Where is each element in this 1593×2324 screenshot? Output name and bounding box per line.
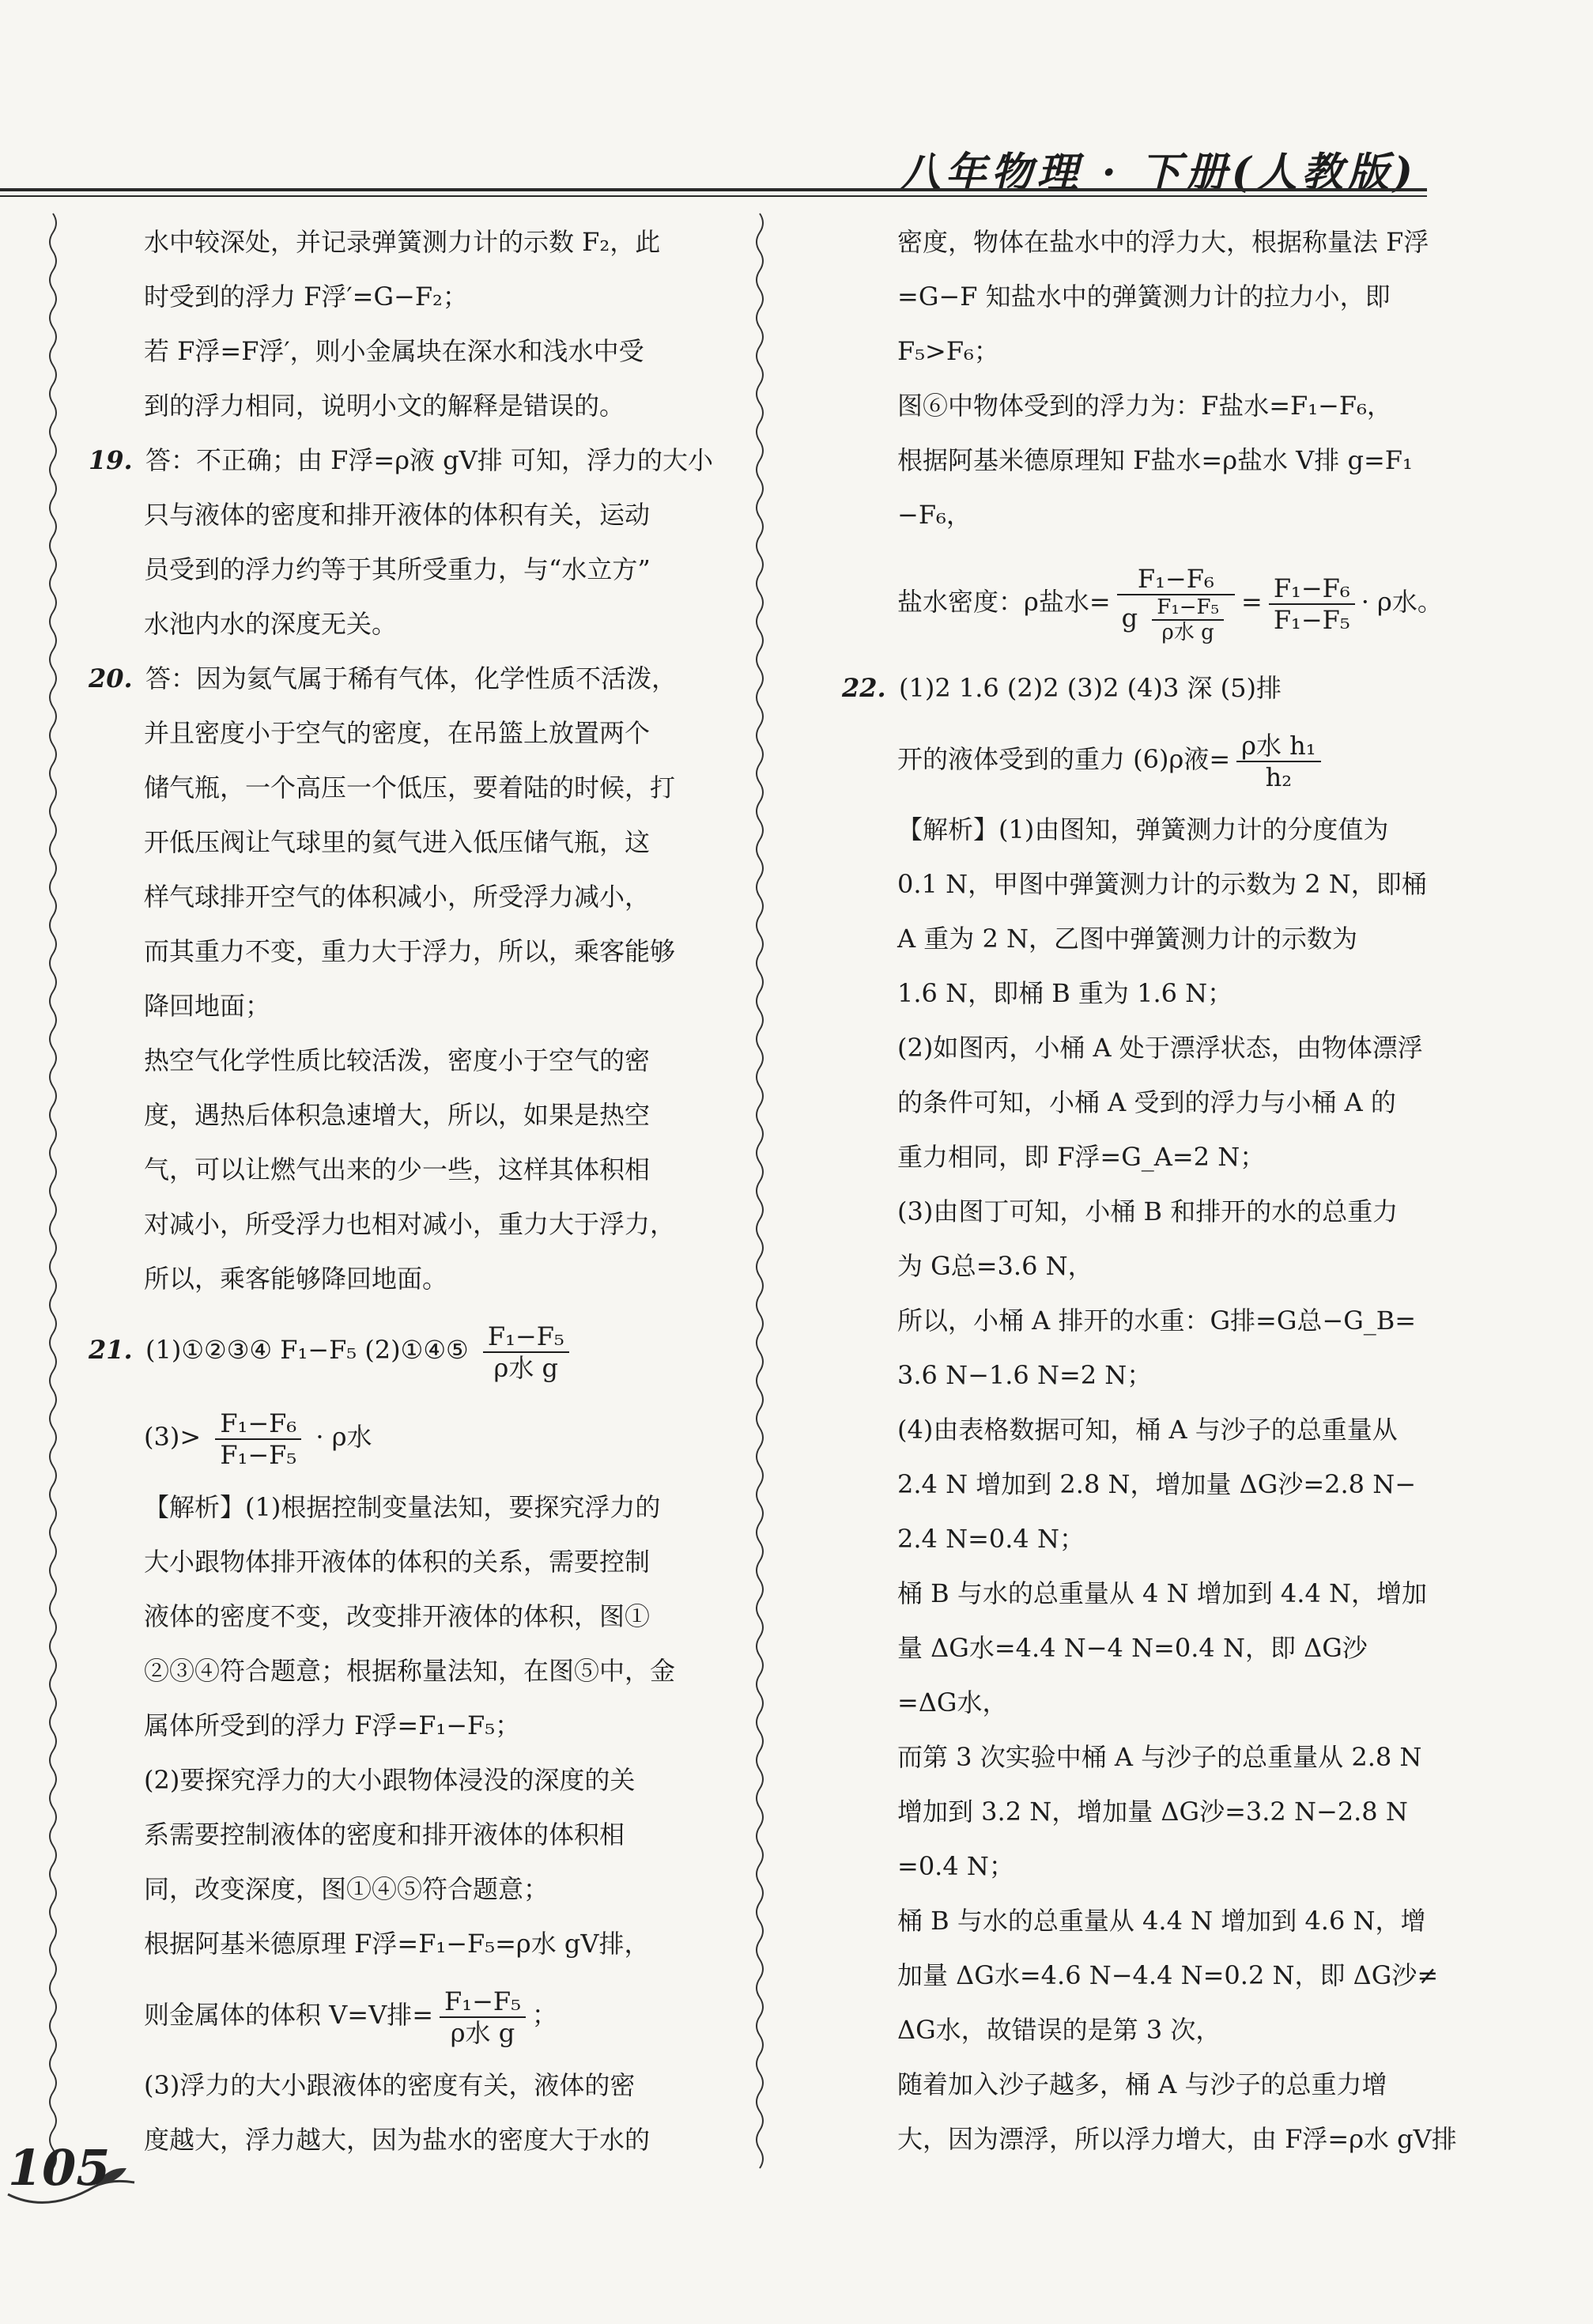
fraction (1236, 731, 1320, 792)
text-line: 储气瓶，一个高压一个低压，要着陆的时候，打 (144, 773, 676, 803)
formula-text: ； (531, 2000, 557, 2030)
text-line: 而第 3 次实验中桶 A 与沙子的总重量从 2.8 N (897, 1742, 1422, 1772)
text-line: 系需要控制液体的密度和排开液体的体积相 (144, 1820, 625, 1850)
text-line: 重力相同，即 F浮=G_A=2 N； (897, 1142, 1266, 1172)
fraction-denominator: F₁−F₅ (220, 1439, 297, 1470)
answer-text: 开的液体受到的重力 (6)ρ液= (897, 744, 1231, 774)
header-title: 八年物理 · 下册(人教版) (899, 149, 1417, 197)
fraction-numerator: F₁−F₅ (1152, 595, 1224, 621)
center-wavy-divider (753, 214, 767, 2151)
text-line: (3)浮力的大小跟液体的密度有关，液体的密 (144, 2070, 636, 2100)
fraction-numerator: F₁−F₆ (1117, 564, 1235, 595)
text-line: 度越大，浮力越大，因为盐水的密度大于水的 (144, 2125, 651, 2155)
text-line: 只与液体的密度和排开液体的体积有关，运动 (144, 500, 651, 530)
volume-formula-line (89, 1971, 726, 2058)
answer-text: · ρ水 (315, 1422, 372, 1452)
text-line: (2)要探究浮力的大小跟物体浸没的深度的关 (144, 1765, 636, 1795)
fraction (483, 1321, 569, 1383)
text-line: (4)由表格数据可知，桶 A 与沙子的总重量从 (897, 1415, 1398, 1445)
text-line: 而其重力不变，重力大于浮力，所以，乘客能够 (144, 936, 676, 966)
text-line: 根据阿基米德原理知 F盐水=ρ盐水 V排 g=F₁ (897, 445, 1413, 475)
text-line: 密度，物体在盐水中的浮力大，根据称量法 F浮 (897, 227, 1429, 257)
answer-line (842, 716, 1427, 803)
text-line: 桶 B 与水的总重量从 4 N 增加到 4.4 N，增加 (897, 1578, 1427, 1608)
text-line: 液体的密度不变，改变排开液体的体积，图① (144, 1601, 651, 1631)
text-line: 所以，小桶 A 排开的水重：G排=G总−G_B= (897, 1306, 1417, 1336)
g-symbol: g (1121, 603, 1138, 633)
fraction-numerator: F₁−F₆ (215, 1408, 301, 1440)
text-line: 3.6 N−1.6 N=2 N； (897, 1360, 1153, 1390)
text-line: 所以，乘客能够降回地面。 (144, 1264, 448, 1294)
fraction-denominator: h₂ (1265, 761, 1293, 792)
text-line: ΔG水，故错误的是第 3 次， (897, 2015, 1221, 2045)
text-line: −F₆， (897, 500, 972, 530)
fraction-denominator: F₁−F₅ (1273, 604, 1350, 635)
text-line: 0.1 N，甲图中弹簧测力计的示数为 2 N，即桶 (897, 869, 1427, 899)
text-line: ②③④符合题意；根据称量法知，在图⑤中，金 (144, 1656, 676, 1686)
text-line: 降回地面； (144, 991, 271, 1021)
text-line: 根据阿基米德原理 F浮=F₁−F₅=ρ水 gV排， (144, 1929, 650, 1959)
fraction (215, 1408, 301, 1470)
text-line: 大小跟物体排开液体的体积的关系，需要控制 (144, 1547, 651, 1577)
text-line: 2.4 N=0.4 N； (897, 1524, 1085, 1554)
left-wavy-border (46, 214, 60, 2151)
question-number: 19. (89, 445, 133, 475)
text-line: =0.4 N； (897, 1851, 1014, 1881)
text-line: A 重为 2 N，乙图中弹簧测力计的示数为 (897, 924, 1357, 954)
text-line: 量 ΔG水=4.4 N−4 N=0.4 N，即 ΔG沙 (897, 1633, 1368, 1663)
text-line: 答：因为氦气属于稀有气体，化学性质不活泼， (145, 663, 678, 693)
question-number: 21. (89, 1335, 133, 1365)
text-line: F₅>F₆； (897, 336, 999, 366)
fraction-denominator (1117, 595, 1235, 644)
fraction (440, 1986, 526, 2048)
text-line: 热空气化学性质比较活泼，密度小于空气的密 (144, 1045, 651, 1075)
fraction (1117, 564, 1235, 644)
text-line: 样气球排开空气的体积减小，所受浮力减小， (144, 882, 651, 912)
formula-text: · ρ水。 (1361, 587, 1443, 617)
text-line: 水池内水的深度无关。 (144, 609, 398, 639)
header-rule-thin (0, 195, 1427, 197)
question-20 (89, 652, 726, 706)
text-line: 开低压阀让气球里的氦气进入低压储气瓶，这 (144, 827, 651, 857)
text-line: (2)如图丙，小桶 A 处于漂浮状态，由物体漂浮 (897, 1033, 1423, 1063)
text-line: 对减小，所受浮力也相对减小，重力大于浮力， (144, 1209, 676, 1239)
answer-text: (1)①②③④ F₁−F₅ (2)①④⑤ (145, 1335, 469, 1365)
text-line: 图⑥中物体受到的浮力为：F盐水=F₁−F₆， (897, 391, 1392, 421)
left-column (89, 215, 726, 2167)
fraction-numerator: ρ水 h₁ (1236, 731, 1320, 762)
text-line: 【解析】(1)由图知，弹簧测力计的分度值为 (897, 814, 1389, 845)
answer-line (89, 1393, 726, 1480)
text-line: 1.6 N，即桶 B 重为 1.6 N； (897, 978, 1233, 1008)
inner-fraction (1152, 595, 1224, 644)
question-19 (89, 433, 726, 488)
text-line: 并且密度小于空气的密度，在吊篮上放置两个 (144, 718, 651, 748)
formula-text: = (1241, 587, 1263, 617)
text-line: 增加到 3.2 N，增加量 ΔG沙=3.2 N−2.8 N (897, 1797, 1408, 1827)
text-line: 加量 ΔG水=4.6 N−4.4 N=0.2 N，即 ΔG沙≠ (897, 1960, 1439, 1990)
salt-density-formula (842, 542, 1443, 661)
header-rule (0, 188, 1427, 191)
text-line: 到的浮力相同，说明小文的解释是错误的。 (144, 391, 625, 421)
fraction-numerator: F₁−F₅ (440, 1986, 526, 2018)
text-line: =ΔG水， (897, 1687, 1008, 1717)
text-line: 气，可以让燃气出来的少一些，这样其体积相 (144, 1154, 651, 1185)
answer-text: (1)2 1.6 (2)2 (3)2 (4)3 深 (5)排 (899, 673, 1282, 703)
text-line: 答：不正确；由 F浮=ρ液 gV排 可知，浮力的大小 (145, 445, 713, 475)
text-line: 同，改变深度，图①④⑤符合题意； (144, 1874, 549, 1904)
text-line: 桶 B 与水的总重量从 4.4 N 增加到 4.6 N，增 (897, 1906, 1426, 1936)
text-line: 时受到的浮力 F浮′=G−F₂； (144, 282, 468, 312)
text-line: 大，因为漂浮，所以浮力增大，由 F浮=ρ水 gV排 (897, 2124, 1457, 2154)
fraction-denominator: ρ水 g (1161, 620, 1214, 644)
text-line: 若 F浮=F浮′，则小金属块在深水和浅水中受 (144, 336, 644, 366)
text-line: 随着加入沙子越多，桶 A 与沙子的总重力增 (897, 2069, 1387, 2099)
formula-text: 则金属体的体积 V=V排= (144, 2000, 434, 2030)
text-line: 2.4 N 增加到 2.8 N，增加量 ΔG沙=2.8 N− (897, 1469, 1417, 1499)
text-line: 为 G总=3.6 N， (897, 1251, 1093, 1281)
fraction (1269, 573, 1355, 635)
question-21 (89, 1306, 726, 1393)
formula-text: 盐水密度：ρ盐水= (897, 587, 1111, 617)
text-line: 【解析】(1)根据控制变量法知，要探究浮力的 (144, 1492, 661, 1522)
text-line: 属体所受到的浮力 F浮=F₁−F₅； (144, 1710, 521, 1740)
text-line: 水中较深处，并记录弹簧测力计的示数 F₂，此 (144, 227, 661, 257)
fraction-denominator: ρ水 g (450, 2017, 515, 2048)
question-22 (842, 661, 1427, 716)
answer-text: (3)> (144, 1422, 202, 1452)
fraction-numerator: F₁−F₆ (1269, 573, 1355, 605)
page-number: 105 (8, 2139, 111, 2197)
fraction-denominator: ρ水 g (493, 1352, 559, 1383)
text-line: 度，遇热后体积急速增大，所以，如果是热空 (144, 1100, 651, 1130)
text-line: 员受到的浮力约等于其所受重力，与“水立方” (144, 554, 651, 584)
text-line: 的条件可知，小桶 A 受到的浮力与小桶 A 的 (897, 1087, 1396, 1117)
question-number: 22. (842, 673, 886, 703)
right-column (842, 215, 1457, 2167)
text-line: (3)由图丁可知，小桶 B 和排开的水的总重力 (897, 1196, 1399, 1226)
fraction-numerator: F₁−F₅ (483, 1321, 569, 1353)
question-number: 20. (89, 663, 133, 693)
text-line: =G−F 知盐水中的弹簧测力计的拉力小，即 (897, 282, 1391, 312)
